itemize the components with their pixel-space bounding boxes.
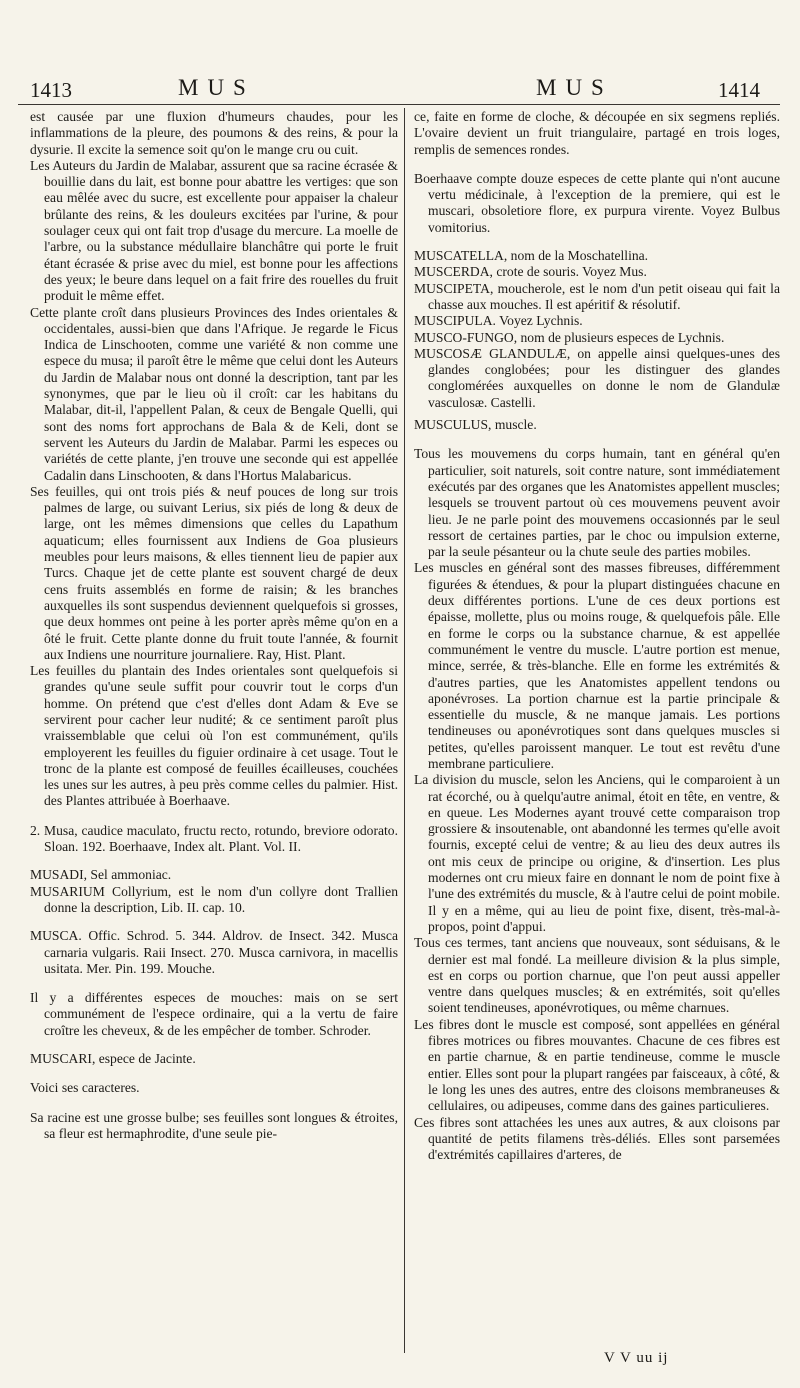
paragraph: est causée par une fluxion d'humeurs chaudes, pour les inflammations de la pleure, des poumons & des reins, & pour la dysurie. Il excite la semence soit qu'on le mange cru ou cuit. <box>30 109 398 157</box>
paragraph: Boerhaave compte douze especes de cette plante qui n'ont aucune vertu médicinale, à l'exception de la premiere, qui est le muscari, obsoletiore flore, ex purpura virente. Voyez Bulbus vomitorius. <box>414 170 780 235</box>
paragraph: Il y a différentes especes de mouches: mais on se sert communément de l'espece ordinaire, qui a la vertu de faire croître les cheveux, & de les empêcher de tomber. Schroder. <box>30 990 398 1038</box>
signature-mark: V V uu ij <box>604 1350 669 1366</box>
paragraph: Ces fibres sont attachées les unes aux autres, & aux cloisons par quantité de petits filamens très-déliés. Elles sont parsemées d'extrémités capillaires d'arteres, de <box>414 1114 780 1163</box>
paragraph: Les muscles en général sont des masses fibreuses, différemment figurées & étendues, & pour la plupart distinguées chacune en deux différentes portions. L'une de ces deux portions est épaisse, mollette, plus ou moins rouge, & quelquefois pâle. Elle en forme le corps ou la substance charnue, & est appellée communément le ventre du muscle. L'autre portion est menue, mince, serrée, & très-blanche. Elle en forme les extrémités & d'autres parties, que les Anatomistes appellent tendons ou aponévroses. La portion charnue est la partie principale & essentielle du muscle, & ne manque jamais. Les portions tendineuses ou aponévrotiques sont dans quelques muscles si petites, qu'elles paroissent manquer. Le tout est revêtu d'une membrane particuliere. <box>414 560 780 771</box>
paragraph: Cette plante croît dans plusieurs Provinces des Indes orientales & occidentales, aussi-bien que dans l'Afrique. Je regarde le Ficus Indica de Linschooten, comme une variété & non comme une espece du musa; il paroît être le même que celui dont les Auteurs du Jardin de Malabar nous ont donné la description, tant par les synonymes, que par le lieu où il croît: car les habitans du Malabar, dit-il, l'appellent Palan, & ceux de Bengale Quelli, qui sont des noms fort approchans de Bala & de Keli, dont se servent les Auteurs du Jardin de Malabar. Parmi les especes ou variétés de cette plante, j'en trouve une seconde qui est appellée Cadalin dans Linschooten, & dans l'Hortus Malabaricus. <box>30 304 398 483</box>
paragraph: Voici ses caracteres. <box>30 1080 140 1096</box>
entry-muscerda: MUSCERDA, crote de souris. Voyez Mus. <box>414 264 647 280</box>
entry-musculus: MUSCULUS, muscle. <box>414 417 537 433</box>
right-running-word: MUS <box>536 75 613 100</box>
paragraph: Les fibres dont le muscle est composé, sont appellées en général fibres motrices ou fibres mouvantes. Chacune de ces fibres est en partie charnue, & en partie tendineuse, comme le muscle entier. Elles sont pour la plupart rangées par faisceaux, à côté, & le long les unes des autres, entre des cloisons membraneuses & cellulaires, ou adipeuses, comme dans des gaines particulieres. <box>414 1016 780 1114</box>
entry-muscari: MUSCARI, espece de Jacinte. <box>30 1051 196 1067</box>
left-page-number: 1413 <box>30 78 72 102</box>
entry-muscosae-glandulae: MUSCOSÆ GLANDULÆ, on appelle ainsi quelques-unes des glandes conglobées; pour les distinguer des glandes conglomérées auxquelles on donne le nom de Glandulæ vasculosæ. Castelli. <box>414 345 780 410</box>
entry-musca: MUSCA. Offic. Schrod. 5. 344. Aldrov. de Insect. 342. Musca carnaria vulgaris. Raii Insect. 270. Musca carnivora, in macellis usitata. Mer. Pin. 199. Mouche. <box>30 928 398 976</box>
right-page-number: 1414 <box>718 78 760 102</box>
paragraph: Les Auteurs du Jardin de Malabar, assurent que sa racine écrasée & bouillie dans du lait, est bonne pour abattre les vertiges: que son eau mêlée avec du sucre, est excellente pour appaiser la chaleur brûlante des reins, & les douleurs excitées par l'urine, & pour soulager ceux qui ont fait trop d'usage du mercure. La moelle de l'arbre, ou la substance médullaire blanchâtre qui porte le fruit étant écrasée & prise avec du miel, est bonne pour les affections des yeux; le beure dans lequel on a fait frire des rouelles du fruit produit le même effet. <box>30 157 398 304</box>
running-header <box>0 70 800 106</box>
paragraph: Ses feuilles, qui ont trois piés & neuf pouces de long sur trois palmes de large, ou suivant Lerius, six piés de long & deux de large, ont les mêmes dimensions que celles du Lapathum aquaticum; elles fournissent aux Indiens de Goa plusieurs meubles pour leurs maisons, & elles tiennent lieu de papier aux Turcs. Chaque jet de cette plante est souvent chargé de deux cens fruits assemblés en forme de raisin; & les branches auxquelles ils sont suspendus deviennent quelquefois si grosses, que deux hommes ont peine à les porter après même qu'on en a ôté le fruit. Cette plante donne du fruit toute l'année, & fournit aux Indiens une nourriture journaliere. Ray, Hist. Plant. <box>30 483 398 662</box>
entry-muscipula: MUSCIPULA. Voyez Lychnis. <box>414 313 583 329</box>
entry-musadi: MUSADI, Sel ammoniac. <box>30 867 172 883</box>
paragraph: La division du muscle, selon les Anciens, qui le comparoient à un rat écorché, ou à quelqu'autre animal, étoit en tête, en ventre, & en queue. Les Modernes ayant trouvé cette comparaison trop grossiere & insoutenable, ont abandonné les termes qu'elle avoit fournis, excepté celui de ventre; & au lieu des deux autres ils ont mis ceux de principe ou origine, & d'insertion. Les plus modernes ont cru mieux faire en donnant le nom de point fixe à l'une des extrémités du muscle, & à l'autre celui de point mobile. Il y en a même, qui au lieu de point fixe, disent, très-mal-à-propos, point d'appui. <box>414 772 780 934</box>
right-column <box>414 109 780 1354</box>
entry-musarium: MUSARIUM Collyrium, est le nom d'un collyre dont Trallien donne la description, Lib. II. cap. 10. <box>30 883 398 915</box>
paragraph: Tous ces termes, tant anciens que nouveaux, sont séduisans, & le dernier est mal fondé. La meilleure division & la plus simple, est en corps ou portion charnue, que l'on peut aussi appeller ventre dans quelques muscles; & en extrémités, soit qu'elles soient tendineuses, aponévrotiques, ou même charnues. <box>414 935 780 1016</box>
entry-musco-fungo: MUSCO-FUNGO, nom de plusieurs especes de Lychnis. <box>414 329 725 345</box>
left-column <box>30 109 398 1354</box>
paragraph: Sa racine est une grosse bulbe; ses feuilles sont longues & étroites, sa fleur est hermaphrodite, d'une seule pie- <box>30 1109 398 1141</box>
paragraph: ce, faite en forme de cloche, & découpée en six segmens repliés. L'ovaire devient un fruit triangulaire, partagé en trois loges, remplis de semences rondes. <box>414 109 780 157</box>
paragraph: Tous les mouvemens du corps humain, tant en général qu'en particulier, soit naturels, soit contre nature, sont immédiatement exécutés par des organes que les Anatomistes appellent muscles; lesquels se trouvent partout où ces mouvemens peuvent avoir lieu. Je ne parle point des mouvemens occasionnés par le seul ressort de certaines parties, par le choc ou impulsion externe, par la seule pésanteur ou la chute seule des parties mobiles. <box>414 446 780 560</box>
paragraph: 2. Musa, caudice maculato, fructu recto, rotundo, breviore odorato. Sloan. 192. Boerhaave, Index alt. Plant. Vol. II. <box>30 822 398 855</box>
paragraph: Les feuilles du plantain des Indes orientales sont quelquefois si grandes qu'une seule suffit pour couvrir tout le corps d'un homme. On prétend que c'est d'elles dont Adam & Eve se servirent pour cacher leur nudité; & ce sentiment paroît plus vraissemblable que celui où l'on est communément, qu'ils employerent les feuilles du figuier ordinaire à cet usage. Tout le tronc de la plante est composé de feuilles écailleuses, couchées les unes sur les autres, à peu près comme celles du palmier. Hist. des Plantes attribuée à Boerhaave. <box>30 663 398 809</box>
entry-muscipeta: MUSCIPETA, moucherole, est le nom d'un petit oiseau qui fait la chasse aux mouches. Il est apéritif & résolutif. <box>414 280 780 312</box>
left-running-word: MUS <box>178 75 255 100</box>
entry-muscatella: MUSCATELLA, nom de la Moschatellina. <box>414 248 649 264</box>
column-divider <box>404 108 405 1353</box>
header-rule <box>18 104 780 105</box>
